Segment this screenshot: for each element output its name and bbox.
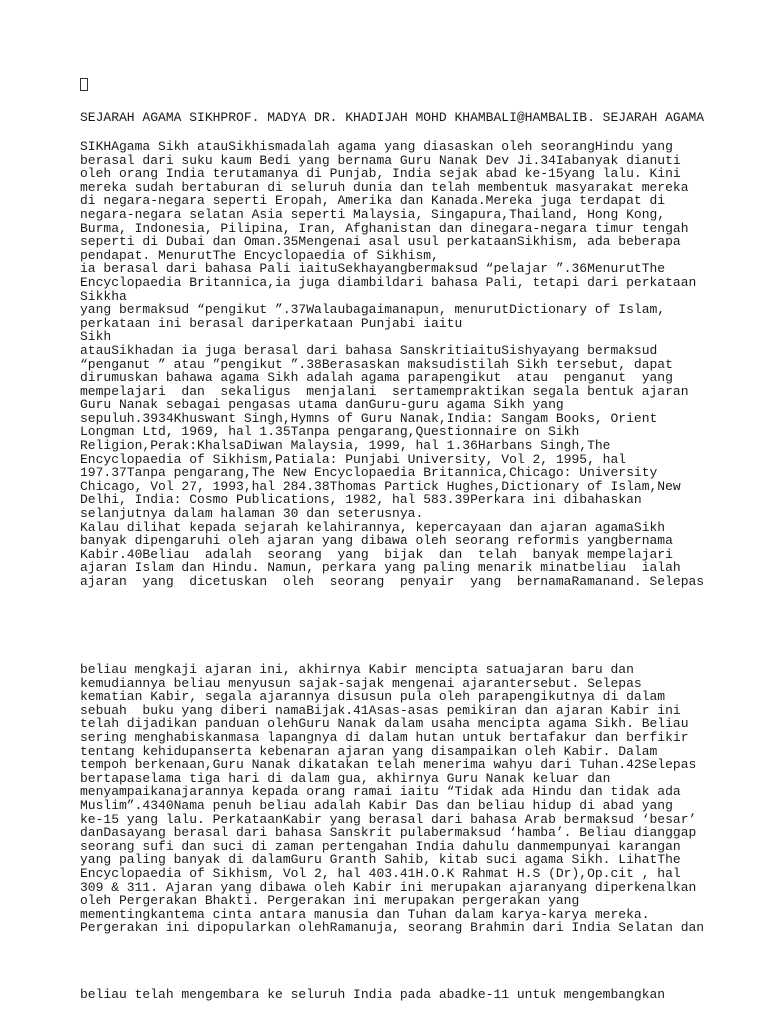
document-title: SEJARAH AGAMA SIKHPROF. MADYA DR. KHADIJAH MOHD KHAMBALI@HAMBALIB. SEJARAH AGAMA [80, 110, 705, 125]
paragraph-block: beliau telah mengembara ke seluruh India pada abadke-11 untuk mengembangkan [80, 987, 666, 1002]
missing-glyph-icon [80, 78, 88, 91]
paragraph-block: SIKHAgama Sikh atauSikhismadalah agama yang diasaskan oleh seorangHindu yang berasal dari suku kaum Bedi yang bernama Guru Nanak Dev Ji.34Iabanyak dianuti oleh orang India terutamanya di Punjab, India sejak abad ke-15yang lalu. Kini mereka sudah bertaburan di seluruh dunia dan telah membentuk masyarakat mereka di negara-negara seperti Eropah, Amerika dan Kanada.Mereka juga terdapat di negara-negara selatan Asia seperti Malaysia, Singapura,Thailand, Hong Kong, Burma, Indonesia, Pilipina, Iran, Afghanistan dan dinegara-negara timur tengah seperti di Dubai dan Oman.35Mengenai asal usul perkataanSikhism, ada beberapa pendapat. MenurutThe Encyclopaedia of Sikhism, ia berasal dari bahasa Pali iaituSekhayangbermaksud “pelajar ”.36MenurutThe Encyclopaedia Britannica,ia juga diambildari bahasa Pali, tetapi dari perkataan Sikkha yang bermaksud “pengikut ”.37Walaubagaimanapun, menurutDictionary of Islam, perkataan ini berasal dariperkataan Punjabi iaitu Sikh atauSikhadan ia juga berasal dari bahasa SanskritiaituSishyayang bermaksud “penganut ” atau ”pengikut ”.38Berasaskan maksudistilah Sikh tersebut, dapat dirumuskan bahawa agama Sikh adalah agama parapengikut atau penganut yang mempelajari dan sekaligus menjalani sertamempraktikan segala bentuk ajaran Guru Nanak sebagai pengasas utama danGuru-guru agama Sikh yang sepuluh.3934Khuswant Singh,Hymns of Guru Nanak,India: Sangam Books, Orient Longman Ltd, 1969, hal 1.35Tanpa pengarang,Questionnaire on Sikh Religion,Perak:KhalsaDiwan Malaysia, 1999, hal 1.36Harbans Singh,The Encyclopaedia of Sikhism,Patiala: Punjabi University, Vol 2, 1995, hal 197.37Tanpa pengarang,The New Encyclopaedia Britannica,Chicago: University Chicago, Vol 27, 1993,hal 284.38Thomas Partick Hughes,Dictionary of Islam,New Delhi, India: Cosmo Publications, 1982, hal 583.39Perkara ini dibahaskan selanjutnya dalam halaman 30 dan seterusnya. Kalau dilihat kepada sejarah kelahirannya, kepercayaan dan ajaran agamaSikh banyak dipengaruhi oleh ajaran yang dibawa oleh seorang reformis yangbernama Kabir.40Beliau adalah seorang yang bijak dan telah banyak mempelajari ajaran Islam dan Hindu. Namun, perkara yang paling menarik minatbeliau ialah ajaran yang dicetuskan oleh seorang penyair yang bernamaRamanand. Selepas [80, 139, 705, 589]
paragraph-block: beliau mengkaji ajaran ini, akhirnya Kabir mencipta satuajaran baru dan kemudiannya beliau menyusun sajak-sajak mengenai ajarantersebut. Selepas kematian Kabir, segala ajarannya disusun pula oleh parapengikutnya di dalam sebuah buku yang diberi namaBijak.41Asas-asas pemikiran dan ajaran Kabir ini telah dijadikan panduan olehGuru Nanak dalam usaha mencipta agama Sikh. Beliau sering menghabiskanmasa lapangnya di dalam hutan untuk bertafakur dan berfikir tentang kehidupanserta kebenaran ajaran yang disampaikan oleh Kabir. Dalam tempoh berkenaan,Guru Nanak dikatakan telah menerima wahyu dari Tuhan.42Selepas bertapaselama tiga hari di dalam gua, akhirnya Guru Nanak keluar dan menyampaikanajarannya kepada orang ramai iaitu “Tidak ada Hindu dan tidak ada Muslim”.4340Nama penuh beliau adalah Kabir Das dan beliau hidup di abad yang ke-15 yang lalu. PerkataanKabir yang berasal dari bahasa Arab bermaksud ‘besar’ danDasayang berasal dari bahasa Sanskrit pulabermaksud ‘hamba’. Beliau dianggap seorang sufi dan suci di zaman pertengahan India dahulu danmempunyai karangan yang paling banyak di dalamGuru Granth Sahib, kitab suci agama Sikh. LihatThe Encyclopaedia of Sikhism, Vol 2, hal 403.41H.O.K Rahmat H.S (Dr),Op.cit , hal 309 & 311. Ajaran yang dibawa oleh Kabir ini merupakan ajaranyang diperkenalkan oleh Pergerakan Bhakti. Pergerakan ini merupakan pergerakan yang mementingkantema cinta antara manusia dan Tuhan dalam karya-karya mereka. Pergerakan ini dipopularkan olehRamanuja, seorang Brahmin dari India Selatan dan [80, 662, 705, 936]
